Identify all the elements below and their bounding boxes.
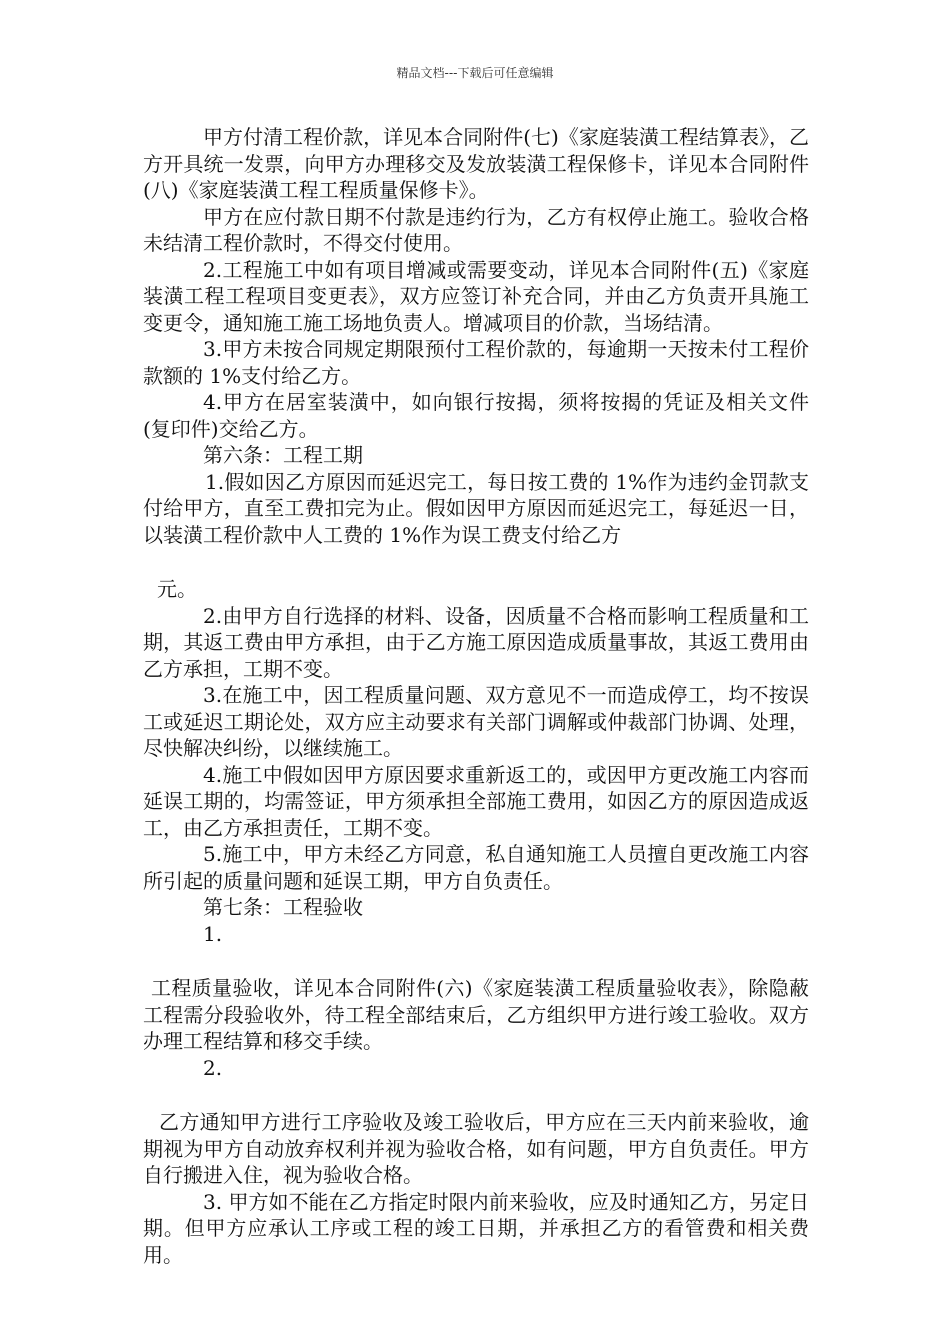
page-header: 精品文档---下载后可任意编辑 <box>396 66 554 80</box>
paragraph-payment-settlement: 甲方付清工程价款，详见本合同附件(七)《家庭装潢工程结算表》，乙方开具统一发票，向甲方办理移交及发放装潢工程保修卡，详见本合同附件(八)《家庭装潢工程工程质量保修卡》。 <box>143 125 809 202</box>
paragraph-material-quality: 2.由甲方自行选择的材料、设备，因质量不合格而影响工程质量和工期，其返工费由甲方承担，由于乙方施工原因造成质量事故，其返工费用由乙方承担，工期不变。 <box>143 603 809 681</box>
paragraph-work-stoppage: 3.在施工中，因工程质量问题、双方意见不一而造成停工，均不按误工或延迟工期论处，双方应主动要求有关部门调解或仲裁部门协调、处理，尽快解决纠纷，以继续施工。 <box>143 683 809 760</box>
paragraph-delay-penalty: 1.假如因乙方原因而延迟完工，每日按工费的 1%作为违约金罚款支付给甲方，直至工费扣完为止。假如因甲方原因而延迟完工，每延迟一日，以装潢工程价款中人工费的 1%作为误工费支付给乙方 <box>143 469 809 547</box>
document-body <box>143 124 809 1268</box>
paragraph-item-changes: 2.工程施工中如有项目增减或需要变动，详见本合同附件(五)《家庭装潢工程工程项目变更表》，双方应签订补充合同，并由乙方负责开具施工变更令，通知施工施工场地负责人。增减项目的价款，当场结清。 <box>143 257 809 335</box>
list-number-2: 2. <box>203 1055 223 1080</box>
paragraph-mortgage: 4.甲方在居室装潢中，如向银行按揭，须将按揭的凭证及相关文件(复印件)交给乙方。 <box>143 390 809 441</box>
paragraph-late-payment: 甲方在应付款日期不付款是违约行为，乙方有权停止施工。验收合格未结清工程价款时，不得交付使用。 <box>143 204 809 255</box>
paragraph-prepayment-penalty: 3.甲方未按合同规定期限预付工程价款的，每逾期一天按未付工程价款额的 1%支付给乙方。 <box>143 337 809 388</box>
paragraph-acceptance-notice: 乙方通知甲方进行工序验收及竣工验收后，甲方应在三天内前来验收，逾期视为甲方自动放弃权利并视为验收合格，如有问题，甲方自负责任。甲方自行搬进入住，视为验收合格。 <box>143 1110 809 1187</box>
section-heading-article-6: 第六条：工程工期 <box>203 443 363 467</box>
paragraph-rework: 4.施工中假如因甲方原因要求重新返工的，或因甲方更改施工内容而延误工期的，均需签证，甲方须承担全部施工费用，如因乙方的原因造成返工，由乙方承担责任，工期不变。 <box>143 762 809 840</box>
list-number-1: 1. <box>203 921 223 946</box>
paragraph-quality-acceptance: 工程质量验收，详见本合同附件(六)《家庭装潢工程质量验收表》，除隐蔽工程需分段验收外，待工程全部结束后，乙方组织甲方进行竣工验收。双方办理工程结算和移交手续。 <box>143 976 809 1053</box>
section-heading-article-7: 第七条：工程验收 <box>203 895 363 919</box>
paragraph-fragment-yuan: 元。 <box>157 577 197 601</box>
paragraph-reschedule-acceptance: 3. 甲方如不能在乙方指定时限内前来验收，应及时通知乙方，另定日期。但甲方应承认工序或工程的竣工日期，并承担乙方的看管费和相关费用。 <box>143 1189 809 1267</box>
paragraph-unauthorized-change: 5.施工中，甲方未经乙方同意，私自通知施工人员擅自更改施工内容所引起的质量问题和延误工期，甲方自负责任。 <box>143 842 809 893</box>
